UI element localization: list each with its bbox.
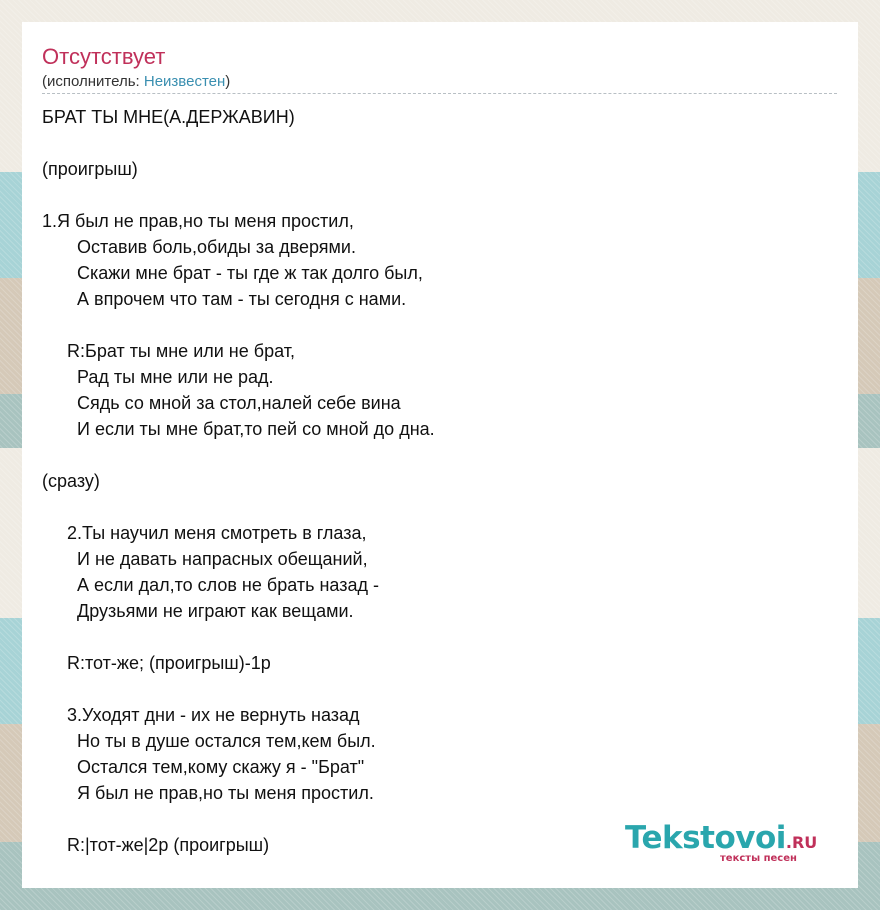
lyrics-line: Рад ты мне или не рад. bbox=[42, 367, 274, 387]
lyrics-line: А впрочем что там - ты сегодня с нами. bbox=[42, 289, 407, 309]
lyrics-line: R:Брат ты мне или не брат, bbox=[42, 341, 295, 361]
lyrics-line: Оставив боль,обиды за дверями. bbox=[42, 237, 356, 257]
logo-tld: .RU bbox=[785, 833, 818, 852]
artist-prefix: (исполнитель: bbox=[42, 73, 144, 90]
site-logo[interactable] bbox=[625, 820, 818, 864]
artist-suffix: ) bbox=[225, 73, 231, 90]
lyrics-line: 3.Уходят дни - их не вернуть назад bbox=[42, 705, 360, 725]
lyrics-line: Сядь со мной за стол,налей себе вина bbox=[42, 393, 401, 413]
artist-line bbox=[42, 72, 230, 92]
artist-link[interactable]: Неизвестен bbox=[143, 73, 226, 90]
logo-subtitle: тексты песен bbox=[720, 853, 797, 864]
lyrics-line: Я был не прав,но ты меня простил. bbox=[42, 783, 374, 803]
lyrics-line: (сразу) bbox=[42, 471, 100, 491]
lyrics-line: А если дал,то слов не брать назад - bbox=[42, 575, 379, 595]
header-divider bbox=[42, 93, 837, 94]
logo-name: Tekstovoi bbox=[625, 820, 786, 856]
lyrics-line: Остался тем,кому скажу я - "Брат" bbox=[42, 757, 365, 777]
lyrics-line: (проигрыш) bbox=[42, 159, 138, 179]
lyrics-line: Но ты в душе остался тем,кем был. bbox=[42, 731, 376, 751]
lyrics-line: 1.Я был не прав,но ты меня простил, bbox=[42, 211, 354, 231]
lyrics-line: И не давать напрасных обещаний, bbox=[42, 549, 368, 569]
lyrics-line: БРАТ ТЫ МНЕ(А.ДЕРЖАВИН) bbox=[42, 107, 295, 127]
lyrics-line: Скажи мне брат - ты где ж так долго был, bbox=[42, 263, 423, 283]
song-title: Отсутствует bbox=[42, 44, 166, 69]
lyrics-line: R:|тот-же|2р (проигрыш) bbox=[42, 835, 270, 855]
lyrics-line: Друзьями не играют как вещами. bbox=[42, 601, 354, 621]
lyrics-line: И если ты мне брат,то пей со мной до дна. bbox=[42, 419, 435, 439]
lyrics-line: 2.Ты научил меня смотреть в глаза, bbox=[42, 523, 367, 543]
lyrics-line: R:тот-же; (проигрыш)-1р bbox=[42, 653, 271, 673]
lyrics-text bbox=[42, 104, 435, 858]
lyrics-card bbox=[22, 22, 858, 888]
